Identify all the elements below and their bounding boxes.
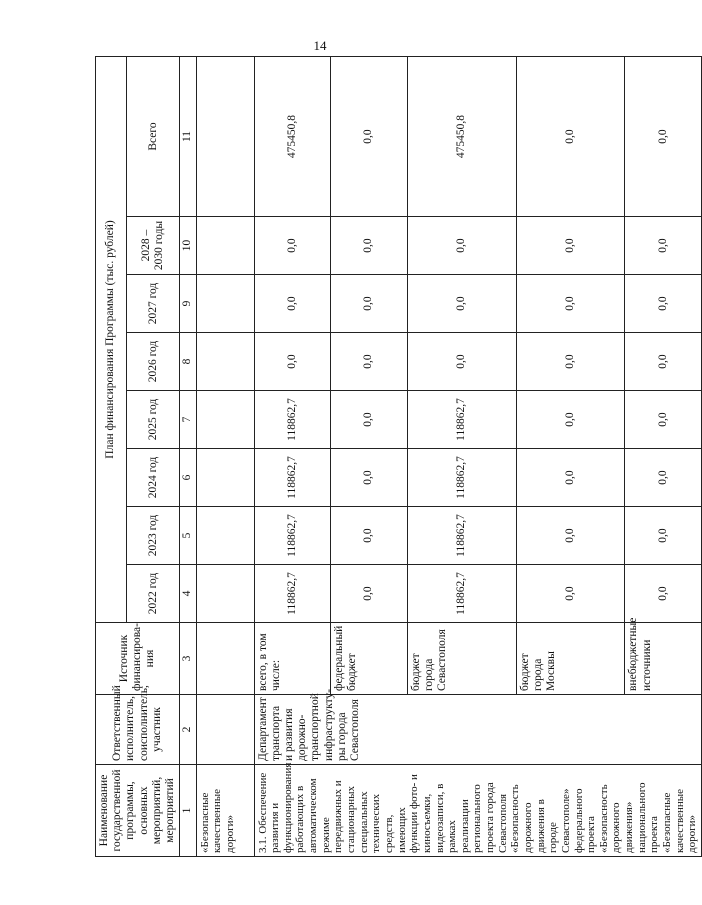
value-cell: 0,0 [516,565,625,623]
value-cell: 0,0 [331,565,408,623]
header-col2: Ответственный исполнитель, соисполнитель, участник [96,695,180,765]
year-2027: 2027 год [126,275,179,333]
value-cell: 0,0 [516,391,625,449]
col-num: 11 [180,57,196,217]
col-num: 10 [180,217,196,275]
value-cell: 0,0 [625,57,702,217]
col-num: 9 [180,275,196,333]
header-col1: Наименование государственной программы, основных мероприятий, мероприятий [96,765,180,857]
value-cell: 0,0 [331,57,408,217]
value-cell: 118862,7 [254,507,331,565]
value-cell: 0,0 [516,333,625,391]
value-cell: 0,0 [254,333,331,391]
value-cell: 0,0 [625,275,702,333]
value-cell: 0,0 [331,507,408,565]
value-cell: 0,0 [625,333,702,391]
column-number-row [180,57,196,857]
header-row-1 [96,57,127,857]
financing-table [95,56,702,857]
col-num: 7 [180,391,196,449]
col-num: 8 [180,333,196,391]
source-row-total [254,57,331,857]
value-cell: 0,0 [625,217,702,275]
year-total: Всего [126,57,179,217]
year-2024: 2024 год [126,449,179,507]
value-cell: 118862,7 [407,507,516,565]
value-cell: 0,0 [331,391,408,449]
page-number: 14 [313,38,327,53]
measure-executor: Департамент транспорта и развития дорожно-транспортной инфраструкту-ры города Севастополя [254,695,701,765]
source-name: бюджет города Севастополя [407,623,516,695]
value-cell: 118862,7 [254,565,331,623]
intro-row [196,57,254,857]
value-cell: 475450,8 [254,57,331,217]
value-cell: 0,0 [516,217,625,275]
col-num: 2 [180,695,196,765]
value-cell: 0,0 [516,449,625,507]
header-plan: План финансирования Программы (тыс. рублей) [96,57,127,623]
value-cell: 0,0 [407,217,516,275]
year-2026: 2026 год [126,333,179,391]
value-cell: 0,0 [625,565,702,623]
value-cell: 0,0 [254,275,331,333]
value-cell: 0,0 [516,507,625,565]
measure-name: 3.1. Обеспечение развития и функционирования работающих в автоматическом режиме передвижных и стационарных специальных технических средств, имеющих функции фото- и киносъемки, видеозаписи, в рамках реализации регионального проекта города Севастополя «Безопасность дорожного движения в городе Севастополе» федерального проекта «Безопасность дорожного движения» национального проекта «Безопасные качественные дороги» [254,765,701,857]
source-name: всего, в том числе: [254,623,331,695]
year-2028-2030: 2028 – 2030 годы [126,217,179,275]
value-cell: 118862,7 [407,565,516,623]
source-name: внебюджетные источники [625,623,702,695]
year-2022: 2022 год [126,565,179,623]
year-2023: 2023 год [126,507,179,565]
source-name: федеральный бюджет [331,623,408,695]
value-cell: 475450,8 [407,57,516,217]
value-cell: 0,0 [331,449,408,507]
value-cell: 0,0 [407,275,516,333]
col-num: 3 [180,623,196,695]
intro-name: «Безопасные качественные дороги» [196,765,254,857]
value-cell: 118862,7 [254,449,331,507]
col-num: 4 [180,565,196,623]
value-cell: 0,0 [331,217,408,275]
year-2025: 2025 год [126,391,179,449]
value-cell: 0,0 [516,275,625,333]
value-cell: 0,0 [254,217,331,275]
value-cell: 0,0 [516,57,625,217]
col-num: 6 [180,449,196,507]
source-name: бюджет города Москвы [516,623,625,695]
value-cell: 0,0 [625,507,702,565]
value-cell: 0,0 [407,333,516,391]
value-cell: 118862,7 [407,391,516,449]
value-cell: 0,0 [625,449,702,507]
rotated-table-area [95,57,699,857]
col-num: 5 [180,507,196,565]
rotated-table-container [95,57,699,857]
col-num: 1 [180,765,196,857]
value-cell: 0,0 [625,391,702,449]
value-cell: 0,0 [331,333,408,391]
header-col3: Источник финансирова-ния [96,623,180,695]
value-cell: 118862,7 [254,391,331,449]
value-cell: 118862,7 [407,449,516,507]
value-cell: 0,0 [331,275,408,333]
